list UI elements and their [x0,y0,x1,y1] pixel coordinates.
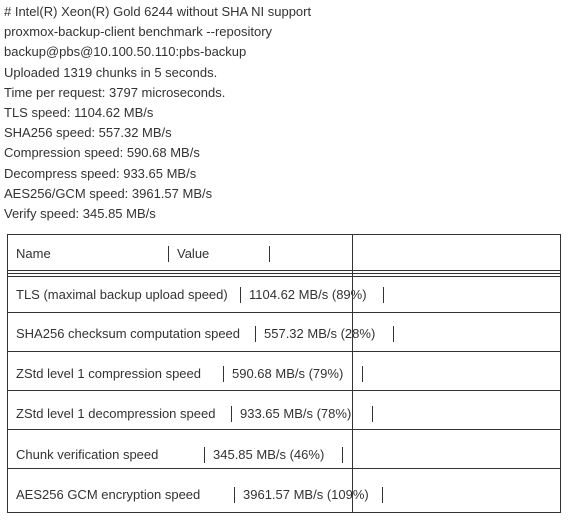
row-name: AES256 GCM encryption speed [16,487,201,502]
table-rule [7,276,561,277]
row-name: SHA256 checksum computation speed [16,326,241,341]
output-line-verify-speed: Verify speed: 345.85 MB/s [4,205,156,221]
row-value: 590.68 MB/s (79%) [232,366,344,381]
benchmark-output [4,2,311,224]
row-value: 557.32 MB/s (28%) [264,326,376,341]
output-line-time-per-request: Time per request: 3797 microseconds. [4,84,226,100]
table-rule [7,390,561,391]
cell-separator [234,487,235,503]
row-value: 1104.62 MB/s (89%) [249,287,367,302]
output-line-tls-speed: TLS speed: 1104.62 MB/s [4,104,154,120]
table-rule [7,270,561,271]
table-rule [7,351,561,352]
table-border-right [560,234,561,513]
cell-separator [204,447,205,463]
table-rule [7,273,561,274]
table-border-left [7,234,8,513]
cell-separator [372,406,373,422]
output-line-compression-speed: Compression speed: 590.68 MB/s [4,145,200,161]
cell-separator [269,246,270,262]
table-rule [7,468,561,469]
output-line-cpu: # Intel(R) Xeon(R) Gold 6244 without SHA NI support [4,4,312,19]
row-value: 933.65 MB/s (78%) [240,406,352,421]
output-line-decompress-speed: Decompress speed: 933.65 MB/s [4,165,197,181]
header-name: Name [16,246,51,261]
row-name: Chunk verification speed [16,447,159,462]
cell-separator [342,447,343,463]
table-rule [7,429,561,430]
cell-separator [223,366,224,382]
row-name: ZStd level 1 decompression speed [16,406,216,421]
table-rule [7,234,561,235]
cell-separator [393,326,394,342]
row-name: TLS (maximal backup upload speed) [16,287,228,302]
row-name: ZStd level 1 compression speed [16,366,201,381]
cell-separator [382,487,383,503]
benchmark-table [7,234,561,518]
header-value: Value [177,246,210,261]
output-line-uploaded: Uploaded 1319 chunks in 5 seconds. [4,64,218,80]
output-line-repository: backup@pbs@10.100.50.110:pbs-backup [4,44,247,60]
table-rule [7,512,561,513]
output-line-sha256-speed: SHA256 speed: 557.32 MB/s [4,125,172,141]
row-value: 345.85 MB/s (46%) [213,447,325,462]
cell-separator [255,326,256,342]
row-value: 3961.57 MB/s (109%) [243,487,369,502]
cell-separator [383,287,384,303]
output-line-aes-speed: AES256/GCM speed: 3961.57 MB/s [4,185,213,201]
cell-separator [240,287,241,303]
output-line-command: proxmox-backup-client benchmark --repository [4,24,273,40]
cell-separator [168,246,169,262]
cell-separator [362,366,363,382]
table-column-divider [352,234,353,513]
cell-separator [231,406,232,422]
table-rule [7,312,561,313]
